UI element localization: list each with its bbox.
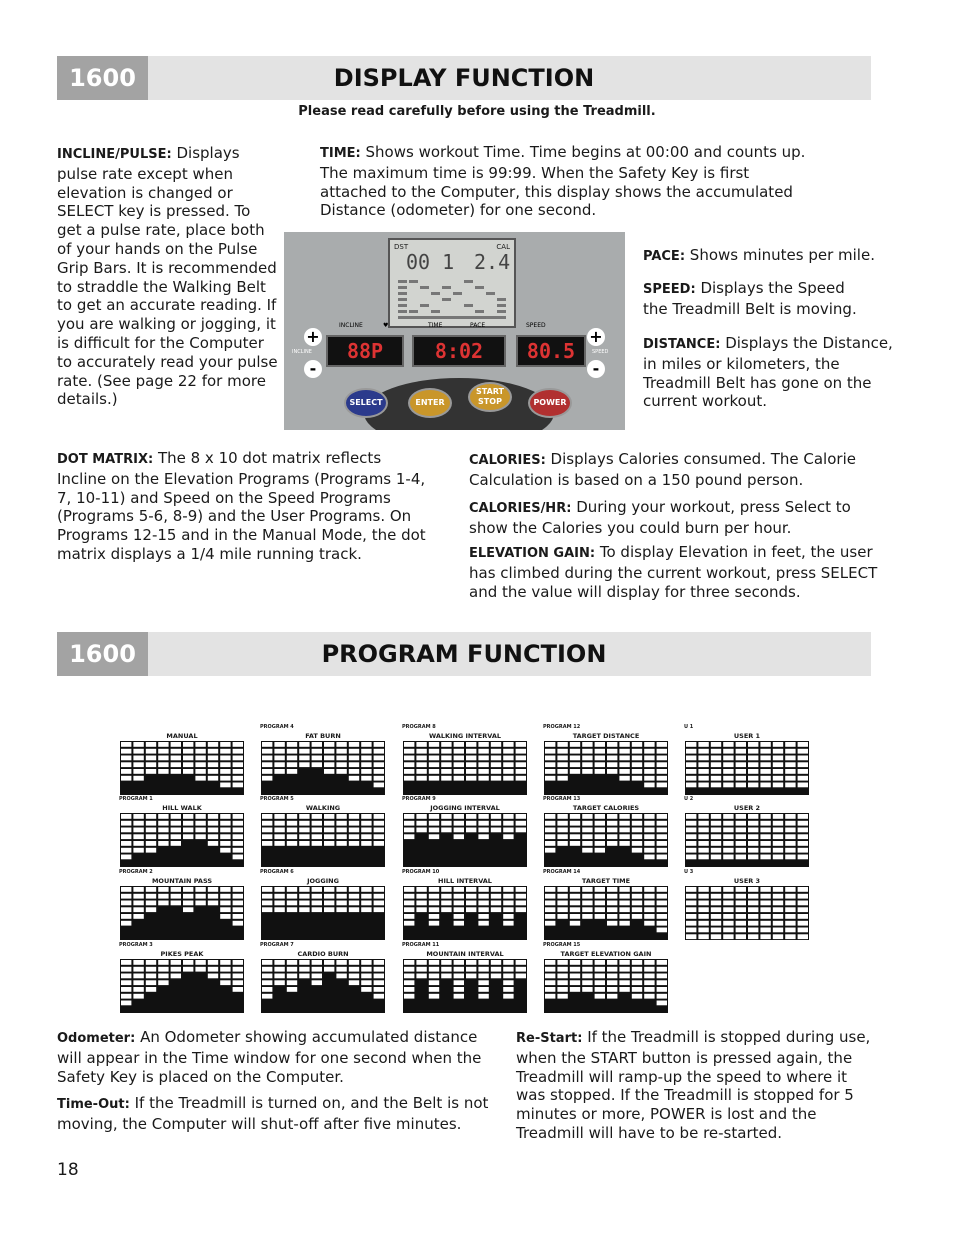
odometer-label: Odometer: (57, 1031, 136, 1046)
program-profile (260, 796, 386, 868)
program-profile (402, 724, 528, 796)
elevation-gain-text: To display Elevation in feet, the user has climbed during the current workout, press SELECT and the value will display for three seconds. (469, 543, 878, 601)
incline-pulse-paragraph (57, 144, 279, 409)
program-name: USER 1 (733, 732, 761, 740)
program-profile (684, 796, 810, 868)
dot-matrix-label: DOT MATRIX: (57, 452, 154, 467)
speed-text: Displays the Speed the Treadmill Belt is moving. (643, 279, 857, 318)
section-title: PROGRAM FUNCTION (321, 640, 607, 668)
program-profile (402, 869, 528, 941)
calories-hr-label: CALORIES/HR: (469, 501, 572, 516)
console-photo (284, 232, 625, 430)
program-number: PROGRAM 1 (119, 796, 153, 802)
dot-matrix-grid (403, 813, 527, 867)
model-number: 1600 (57, 632, 148, 676)
program-profile (543, 796, 669, 868)
program-number: PROGRAM 7 (260, 942, 294, 948)
restart-label: Re-Start: (516, 1031, 583, 1046)
time-text: Shows workout Time. Time begins at 00:00 and counts up. The maximum time is 99:99. When the Safety Key is first attached to the Computer, this display shows the accumulated Distance (odometer) for one second. (320, 143, 806, 220)
segment-display-incline: 88P (326, 335, 404, 367)
program-profile (543, 942, 669, 1014)
program-name: MOUNTAIN INTERVAL (426, 950, 504, 958)
program-name: MOUNTAIN PASS (151, 877, 213, 885)
program-profile (684, 724, 810, 796)
dot-matrix-grid (403, 959, 527, 1013)
program-name: JOGGING (307, 877, 339, 885)
dot-matrix-paragraph (57, 449, 435, 564)
incline-down-button[interactable]: - (304, 360, 322, 378)
dot-matrix-grid (685, 886, 809, 940)
program-profile (684, 869, 810, 941)
program-profile (543, 724, 669, 796)
dot-matrix-grid (261, 886, 385, 940)
odometer-text: An Odometer showing accumulated distance will appear in the Time window for one second when the Safety Key is placed on the Computer. (57, 1028, 482, 1086)
read-carefully-note: Please read carefully before using the Treadmill. (298, 104, 656, 119)
program-profile (402, 942, 528, 1014)
program-number: U 3 (684, 869, 694, 875)
display-function-header (57, 56, 871, 100)
program-name: WALKING INTERVAL (428, 732, 502, 740)
dot-matrix-grid (120, 813, 244, 867)
program-name: HILL INTERVAL (438, 877, 492, 885)
program-number: PROGRAM 9 (402, 796, 436, 802)
program-name: USER 3 (733, 877, 761, 885)
lcd-dot-grid (398, 280, 506, 322)
select-button[interactable]: SELECT (344, 388, 388, 418)
incline-text: Displays pulse rate except when elevation is changed or SELECT key is pressed. To get a pulse rate, place both of your hands on the Pulse Grip Bars. It is recommended to straddle the Walking Belt to get an accurate reading. If you are walking or jogging, it is difficult for the Computer to accurately read your pulse rate. (See page 22 for more details.) (57, 144, 278, 409)
enter-button[interactable]: ENTER (408, 388, 452, 418)
program-number: PROGRAM 11 (402, 942, 440, 948)
program-name: JOGGING INTERVAL (430, 804, 500, 812)
lcd-tag-dst: DST (394, 243, 409, 251)
program-profile (260, 724, 386, 796)
pace-text: Shows minutes per mile. (689, 246, 875, 264)
program-profile (119, 724, 245, 796)
dot-matrix-grid (120, 959, 244, 1013)
program-profile (260, 942, 386, 1014)
heart-icon: ♥ (383, 322, 389, 329)
distance-label: DISTANCE: (643, 337, 721, 352)
program-number: PROGRAM 8 (402, 724, 436, 730)
restart-paragraph (516, 1028, 876, 1143)
timeout-text: If the Treadmill is turned on, and the Belt is not moving, the Computer will shut-off after five minutes. (57, 1094, 489, 1133)
program-number: PROGRAM 4 (260, 724, 294, 730)
program-number: PROGRAM 13 (543, 796, 581, 802)
program-number: PROGRAM 10 (402, 869, 440, 875)
incline-label: INCLINE/PULSE: (57, 147, 172, 162)
program-name: TARGET TIME (581, 877, 631, 885)
dot-matrix-grid (120, 741, 244, 795)
dot-matrix-text: The 8 x 10 dot matrix reflects Incline on the Elevation Programs (Programs 1-4, 7, 10-11) and Speed on the Speed Programs (Programs 5-6, 8-9) and the User Programs. On Programs 12-15 and in the Manual Mode, the dot matrix displays a 1/4 mile running track. (57, 449, 426, 563)
indicator-incline: INCLINE (339, 322, 363, 329)
dot-matrix-grid (120, 886, 244, 940)
indicator-pace: PACE (470, 322, 486, 329)
program-profile (119, 796, 245, 868)
program-number: PROGRAM 3 (119, 942, 153, 948)
dot-matrix-grid (685, 741, 809, 795)
indicator-time: TIME (428, 322, 443, 329)
section-title: DISPLAY FUNCTION (333, 64, 595, 92)
calories-hr-text: During your workout, press Select to show the Calories you could burn per hour. (469, 498, 851, 537)
segment-display-time: 8:02 (412, 335, 506, 367)
dot-matrix-grid (544, 813, 668, 867)
segment-display-speed: 80.5 (516, 335, 586, 367)
program-profile (119, 942, 245, 1014)
dot-matrix-grid (544, 959, 668, 1013)
program-name: USER 2 (733, 804, 761, 812)
model-number: 1600 (57, 56, 148, 100)
lcd-tag-cal: CAL (496, 243, 510, 251)
pace-paragraph (643, 246, 893, 267)
program-name: HILL WALK (162, 804, 202, 812)
dot-matrix-grid (544, 886, 668, 940)
timeout-paragraph (57, 1094, 497, 1134)
speed-label: SPEED: (643, 282, 696, 297)
timeout-label: Time-Out: (57, 1097, 130, 1112)
calories-text: Displays Calories consumed. The Calorie Calculation is based on a 150 pound person. (469, 450, 856, 489)
indicator-speed: SPEED (526, 322, 546, 329)
program-name: CARDIO BURN (297, 950, 349, 958)
speed-up-button[interactable]: + (587, 328, 605, 346)
restart-text: If the Treadmill is stopped during use, when the START button is pressed again, the Treadmill will ramp-up the speed to where it was stopped. If the Treadmill is stopped for 5 minutes or more, POWER is lost and the Treadmill will have to be re-started. (516, 1028, 871, 1142)
program-profile (119, 869, 245, 941)
program-profile (402, 796, 528, 868)
time-paragraph (320, 143, 820, 220)
program-profile (260, 869, 386, 941)
dot-matrix-grid (261, 959, 385, 1013)
program-name: TARGET CALORIES (572, 804, 640, 812)
program-name: FAT BURN (305, 732, 341, 740)
program-name: TARGET ELEVATION GAIN (560, 950, 652, 958)
dot-matrix-grid (685, 813, 809, 867)
start-stop-button[interactable]: START STOP (468, 382, 512, 412)
pace-label: PACE: (643, 249, 686, 264)
program-number: PROGRAM 6 (260, 869, 294, 875)
program-name: WALKING (305, 804, 341, 812)
program-number: U 2 (684, 796, 694, 802)
power-button[interactable]: POWER (528, 388, 572, 418)
program-name: TARGET DISTANCE (572, 732, 640, 740)
lcd-right-readout: 2.4 (474, 250, 511, 274)
program-name: PIKES PEAK (160, 950, 204, 958)
program-number: PROGRAM 14 (543, 869, 581, 875)
program-number: PROGRAM 5 (260, 796, 294, 802)
dot-matrix-grid (544, 741, 668, 795)
dot-matrix-grid (261, 813, 385, 867)
program-number: PROGRAM 2 (119, 869, 153, 875)
page-number: 18 (57, 1160, 79, 1180)
calories-paragraph (469, 450, 869, 490)
distance-text: Displays the Distance, in miles or kilometers, the Treadmill Belt has gone on the current workout. (643, 334, 893, 411)
elevation-gain-paragraph (469, 543, 879, 601)
program-number: PROGRAM 15 (543, 942, 581, 948)
lcd-dot-matrix (388, 238, 516, 328)
button-panel (364, 378, 554, 430)
program-number: PROGRAM 12 (543, 724, 581, 730)
calories-label: CALORIES: (469, 453, 546, 468)
odometer-paragraph (57, 1028, 497, 1086)
calories-hr-paragraph (469, 498, 869, 538)
distance-paragraph (643, 334, 898, 411)
speed-down-button[interactable]: - (587, 360, 605, 378)
incline-up-button[interactable]: + (304, 328, 322, 346)
dot-matrix-grid (403, 741, 527, 795)
program-name: MANUAL (166, 732, 198, 740)
speed-paragraph (643, 279, 868, 319)
program-number: U 1 (684, 724, 694, 730)
program-profile (543, 869, 669, 941)
incline-side-label: INCLINE (292, 349, 312, 355)
dot-matrix-grid (403, 886, 527, 940)
program-function-header (57, 632, 871, 676)
time-label: TIME: (320, 146, 361, 161)
dot-matrix-grid (261, 741, 385, 795)
elevation-gain-label: ELEVATION GAIN: (469, 546, 596, 561)
lcd-left-readout: 00 1 (406, 250, 455, 274)
speed-side-label: SPEED (592, 349, 609, 355)
